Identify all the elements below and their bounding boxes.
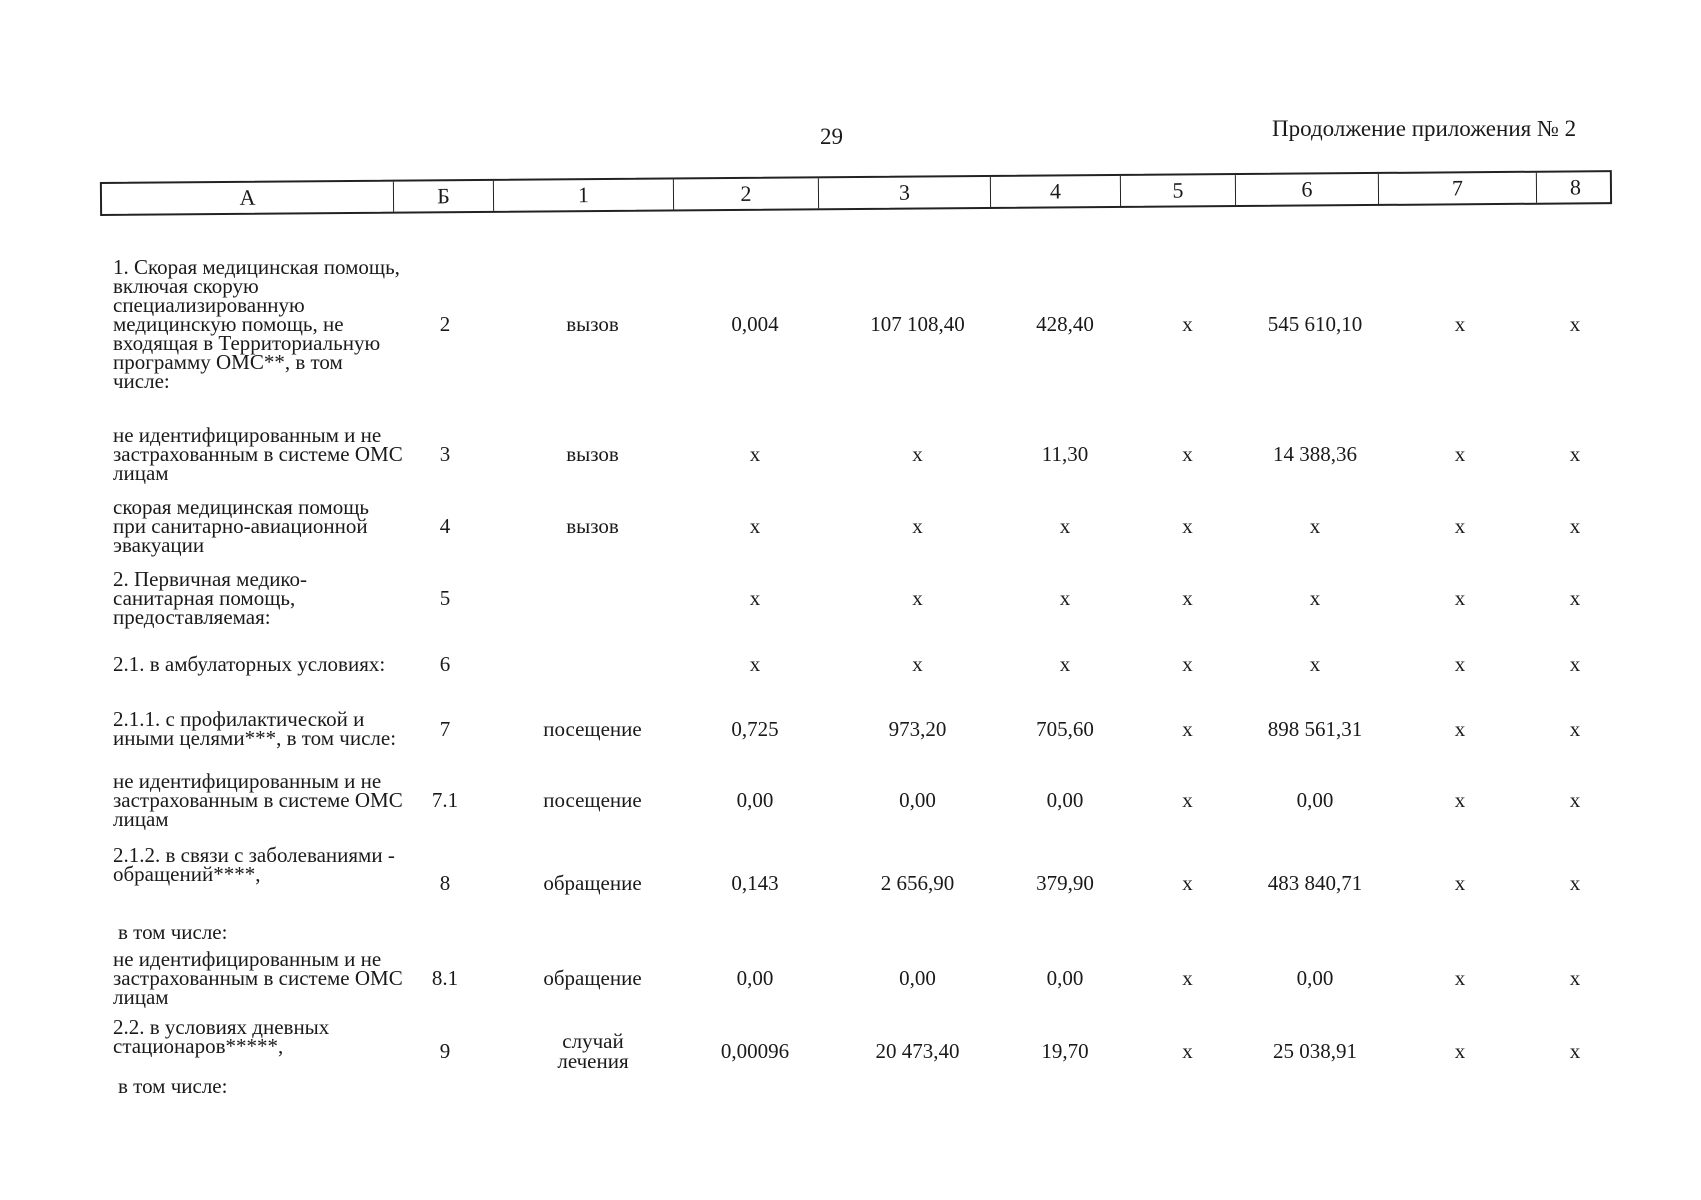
table-row [0,228,1701,420]
row-col-7: х [1454,585,1466,610]
row-col-3: х [912,651,923,676]
row-col-6: 14 388,36 [1273,441,1357,466]
row-unit: вызов [566,442,619,466]
appendix-caption: Продолжение приложения № 2 [1272,116,1577,141]
row-col-2: 0,00096 [720,1038,790,1063]
row-col-8: х [1569,311,1581,336]
table-row [0,843,1701,920]
row-col-7: х [1454,311,1466,336]
header-cell: А [102,182,394,214]
row-code: 7.1 [431,787,459,812]
row-col-2: х [749,441,761,466]
row-name: 2.1.2. в связи с заболеваниями - обращений****, [113,843,395,886]
row-col-4: 19,70 [1041,1038,1089,1063]
header-cell: 8 [1569,174,1582,200]
table-row [0,768,1701,832]
row-col-4: 11,30 [1041,441,1089,466]
row-col-3: 0,00 [899,787,936,812]
row-col-2: 0,004 [731,311,779,336]
row-col-3: х [912,513,923,538]
row-unit: обращение [543,966,642,990]
row-col-7: х [1454,441,1466,466]
in-that-number-note: в том числе: [118,920,228,944]
row-col-6: 483 840,71 [1267,870,1363,895]
row-col-8: х [1569,513,1581,538]
row-col-5: х [1182,1038,1193,1063]
row-col-7: х [1454,965,1466,990]
row-code: 6 [439,651,451,676]
row-col-4: 705,60 [1036,716,1094,741]
row-col-6: х [1309,513,1321,538]
row-col-6: 0,00 [1296,965,1334,990]
table-row [0,1015,1701,1084]
row-col-4: 428,40 [1036,311,1094,336]
row-name: 2. Первичная медико-санитарная помощь, предоставляемая: [113,566,308,629]
row-col-8: х [1569,787,1581,812]
row-name: 2.1. в амбулаторных условиях: [113,651,386,676]
row-col-3: х [912,585,923,610]
row-col-3: 2 656,90 [880,870,955,895]
row-col-3: 107 108,40 [870,311,965,336]
row-col-8: х [1569,870,1581,895]
row-unit: вызов [566,312,619,336]
row-col-5: х [1182,787,1193,812]
row-code: 4 [439,513,451,538]
row-col-2: х [749,585,761,610]
row-code: 5 [439,585,451,610]
row-col-5: х [1182,311,1193,336]
row-col-5: х [1182,585,1193,610]
table-row [0,946,1701,1010]
row-col-7: х [1454,513,1466,538]
row-name: скорая медицинская помощь при санитарно-авиационной эвакуации [113,494,369,557]
row-col-8: х [1569,441,1581,466]
row-col-4: 0,00 [1046,787,1084,812]
row-unit: посещение [543,788,642,812]
row-col-7: х [1454,870,1466,895]
table-row [0,696,1701,762]
row-unit [500,566,685,630]
row-unit: вызов [566,514,619,538]
row-unit [500,640,685,688]
row-col-8: х [1569,651,1581,676]
row-col-2: х [749,513,761,538]
row-col-4: 0,00 [1046,965,1084,990]
row-code: 3 [439,441,451,466]
row-col-7: х [1454,716,1466,741]
row-col-8: х [1569,716,1581,741]
row-col-8: х [1569,965,1581,990]
table-header-row [100,170,1612,216]
row-col-7: х [1454,787,1466,812]
row-name: 2.1.1. с профилактической и иными целями***, в том числе: [113,707,397,750]
header-cell: 3 [819,177,991,208]
row-col-3: 973,20 [888,716,947,741]
table-row [0,494,1701,558]
row-unit: случай лечения [557,1029,629,1073]
row-col-2: 0,00 [736,965,774,990]
header-cell: 4 [991,176,1121,207]
header-cell: 1 [494,179,674,210]
row-name: не идентифицированным и не застрахованным в системе ОМС лицам [113,946,403,1009]
row-col-7: х [1454,651,1466,676]
header-cell: 6 [1236,174,1379,205]
header-cell: 5 [1121,175,1236,206]
row-col-6: 25 038,91 [1273,1038,1357,1063]
row-col-6: х [1309,651,1321,676]
row-col-4: х [1059,585,1071,610]
table-row [0,640,1701,688]
row-col-5: х [1182,651,1193,676]
row-col-6: 898 561,31 [1267,716,1363,741]
row-name: 1. Скорая медицинская помощь, включая скорую специализированную медицинскую помощь, не входящая в Территориальную программу ОМС**, в том числе: [113,254,400,393]
row-col-5: х [1182,870,1193,895]
row-col-2: х [749,651,761,676]
row-name: 2.2. в условиях дневных стационаров*****, [113,1015,330,1058]
row-unit: обращение [543,871,642,895]
row-col-4: 379,90 [1036,870,1094,895]
table-row [0,566,1701,630]
row-col-6: 545 610,10 [1267,311,1363,336]
row-col-6: 0,00 [1296,787,1334,812]
row-unit: посещение [543,717,642,741]
row-col-4: х [1059,651,1071,676]
row-code: 7 [439,716,451,741]
row-col-3: х [912,441,923,466]
row-col-7: х [1454,1038,1466,1063]
row-col-5: х [1182,965,1193,990]
in-that-number-note: в том числе: [118,1074,228,1098]
row-col-2: 0,00 [736,787,774,812]
header-cell: Б [394,181,494,212]
row-code: 9 [439,1038,451,1063]
row-code: 8 [439,870,451,895]
header-cell: 2 [674,178,819,209]
row-col-8: х [1569,1038,1581,1063]
row-col-3: 0,00 [899,965,936,990]
row-col-5: х [1182,716,1193,741]
header-cell: 7 [1379,173,1537,204]
row-col-3: 20 473,40 [875,1038,960,1063]
row-col-8: х [1569,585,1581,610]
row-code: 2 [439,311,451,336]
table-row [0,422,1701,486]
row-col-2: 0,725 [731,716,779,741]
row-col-2: 0,143 [731,870,779,895]
row-col-4: х [1059,513,1071,538]
row-name: не идентифицированным и не застрахованным в системе ОМС лицам [113,422,403,485]
row-code: 8.1 [431,965,459,990]
page-number: 29 [820,124,843,149]
row-col-6: х [1309,585,1321,610]
row-name: не идентифицированным и не застрахованным в системе ОМС лицам [113,768,403,831]
row-col-5: х [1182,441,1193,466]
row-col-5: х [1182,513,1193,538]
